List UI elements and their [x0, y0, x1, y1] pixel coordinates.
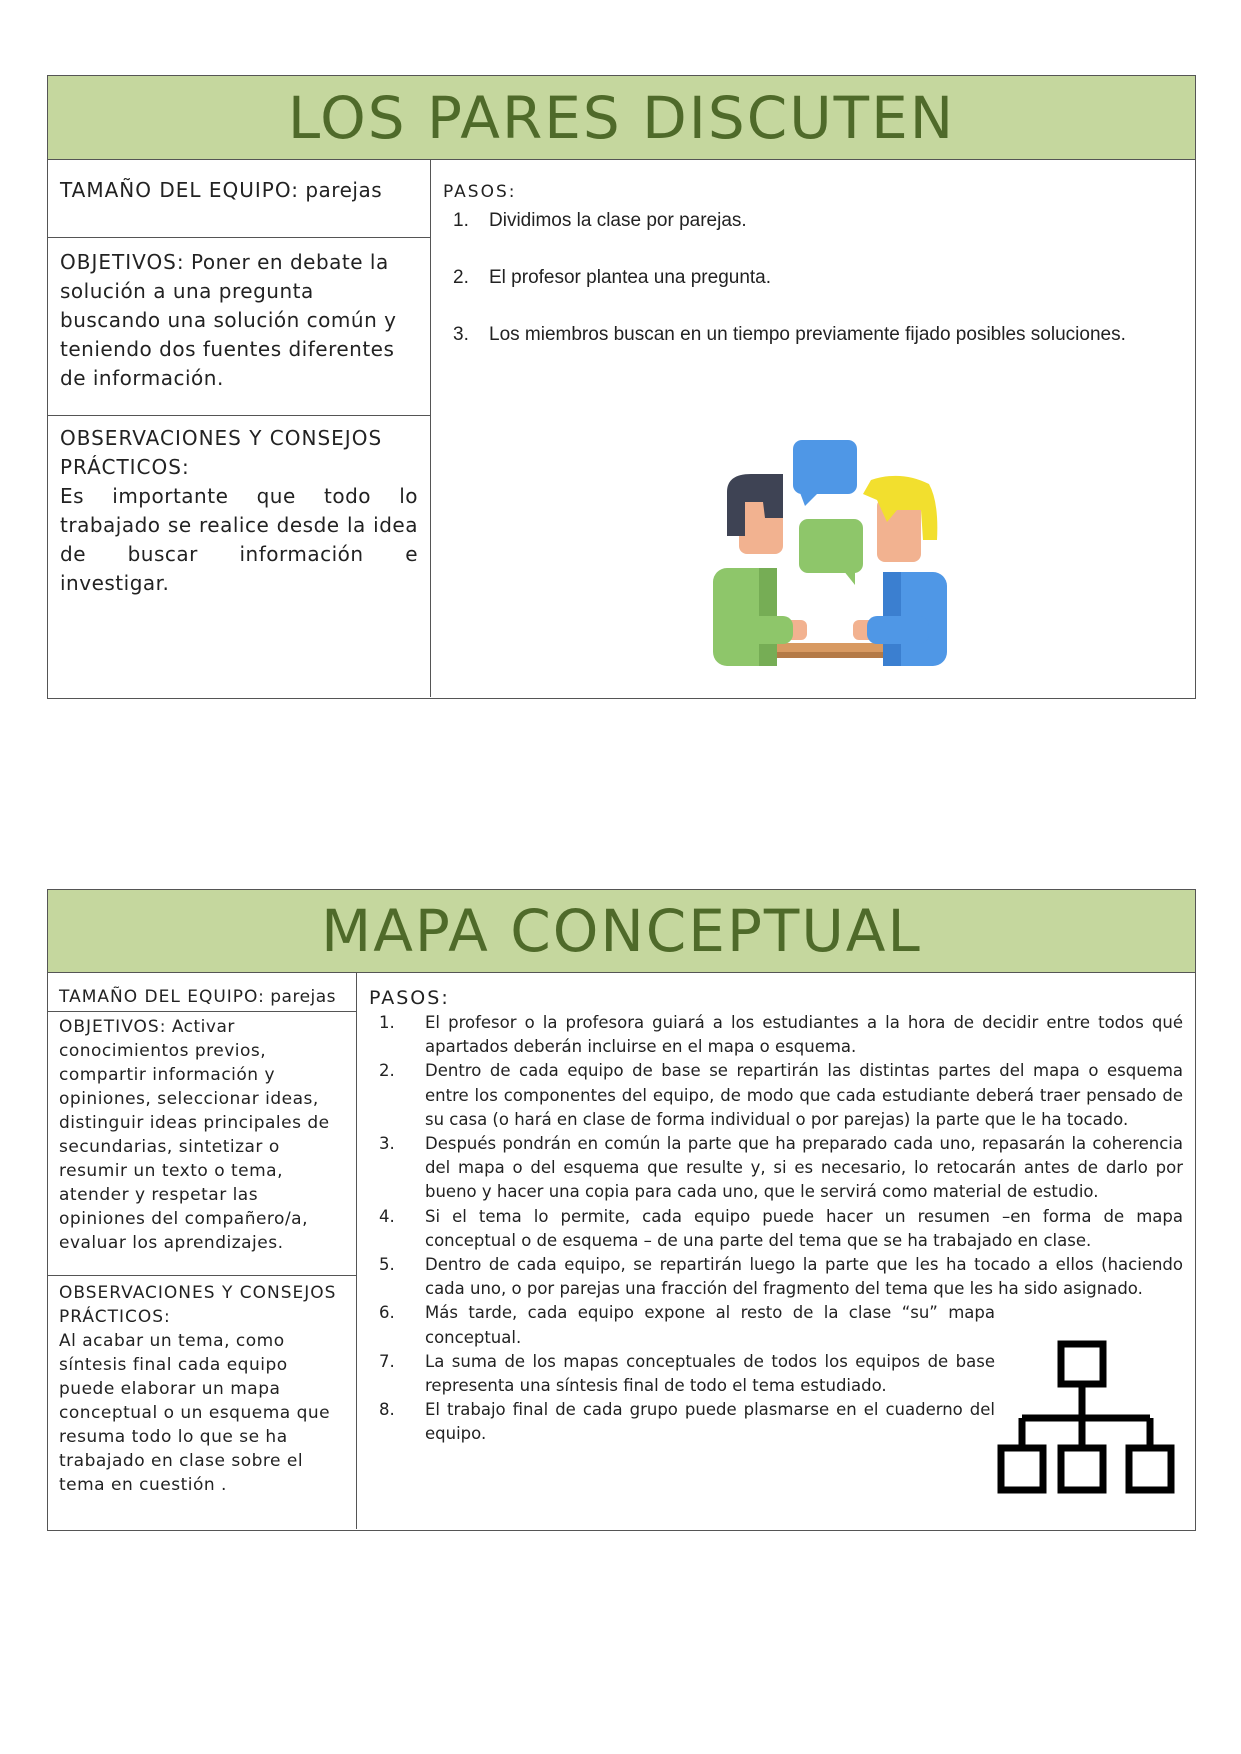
- objectives-label: OBJETIVOS:: [60, 250, 185, 274]
- observations-cell: [48, 1276, 356, 1529]
- steps-column: [357, 973, 1195, 1529]
- step-number: 4.: [379, 1206, 395, 1226]
- info-column: [48, 160, 431, 697]
- two-people-chatting-icon: [711, 440, 951, 668]
- step-text: Dentro de cada equipo, se repartirán luego la parte que les ha tocado a ellos (haciendo cada uno, o por parejas una fracción del fragmento del tema que les ha sido asignado.: [425, 1255, 1183, 1299]
- step-text: Dividimos la clase por parejas.: [489, 210, 747, 231]
- steps-column: [431, 160, 1195, 697]
- card-title-band: [48, 890, 1195, 973]
- step-number: 3.: [379, 1134, 395, 1154]
- step-text: El trabajo final de cada grupo puede plasmarse en el cuaderno del equipo.: [425, 1400, 995, 1444]
- observations-text: Es importante que todo lo trabajado se realice desde la idea de buscar información e investigar.: [60, 484, 418, 595]
- objectives-text: Activar conocimientos previos, compartir información y opiniones, seleccionar ideas, distinguir ideas principales de secundarias, sintetizar o resumir un texto o tema, atender y respetar las opiniones del compañero/a, evaluar los aprendizajes.: [59, 1017, 330, 1253]
- card-title: MAPA CONCEPTUAL: [321, 897, 922, 965]
- team-size-label: TAMAÑO DEL EQUIPO:: [59, 987, 265, 1007]
- observations-label: OBSERVACIONES Y CONSEJOS PRÁCTICOS:: [60, 426, 383, 479]
- card-body: [48, 160, 1195, 697]
- step-text: El profesor o la profesora guiará a los estudiantes a la hora de decidir entre todos qué apartados deberán incluirse en el mapa o esquema.: [425, 1013, 1183, 1057]
- steps-list: [443, 206, 1183, 349]
- step-number: 2.: [379, 1061, 395, 1081]
- observations-text: Al acabar un tema, como síntesis final cada equipo puede elaborar un mapa conceptual o un esquema que resuma todo lo que se ha trabajado en clase sobre el tema en cuestión .: [59, 1331, 331, 1495]
- team-size-value: parejas: [305, 178, 383, 202]
- steps-label: PASOS:: [369, 987, 450, 1009]
- step-text: La suma de los mapas conceptuales de todos los equipos de base representa una síntesis final de todo el tema estudiado.: [425, 1351, 995, 1396]
- step-item: [443, 320, 1183, 349]
- team-size-cell: [48, 973, 356, 1012]
- step-text: Los miembros buscan en un tiempo previamente fijado posibles soluciones.: [489, 324, 1126, 345]
- step-item: [443, 263, 1183, 292]
- team-size-value: parejas: [270, 987, 337, 1007]
- step-text: Dentro de cada equipo de base se repartirán las distintas partes del mapa o esquema entre los componentes del equipo, de modo que cada estudiante deberá traer pensado de su casa (o hará en clase de forma individual o por parejas) la parte que le ha tocado.: [425, 1061, 1183, 1129]
- card-title-band: [48, 76, 1195, 160]
- step-number: 8.: [379, 1400, 395, 1420]
- card-title: LOS PARES DISCUTEN: [287, 83, 956, 152]
- observations-cell: [48, 416, 430, 697]
- step-number: 1.: [453, 210, 469, 231]
- step-item: [369, 1253, 1183, 1301]
- step-item: [369, 1059, 1183, 1132]
- objectives-cell: [48, 238, 430, 416]
- step-number: 2.: [453, 267, 469, 288]
- step-number: 6.: [379, 1303, 395, 1323]
- steps-label: PASOS:: [443, 182, 517, 202]
- step-number: 5.: [379, 1255, 395, 1275]
- card-body: [48, 973, 1195, 1529]
- card-mapa-conceptual: [47, 889, 1196, 1531]
- step-number: 3.: [453, 324, 469, 345]
- step-number: 1.: [379, 1013, 395, 1032]
- step-item: [369, 1132, 1183, 1205]
- team-size-label: TAMAÑO DEL EQUIPO:: [60, 178, 299, 202]
- objectives-label: OBJETIVOS:: [59, 1017, 167, 1037]
- step-text: Si el tema lo permite, cada equipo puede hacer un resumen –en forma de mapa conceptual o de esquema – de una parte del tema que se ha trabajado en clase.: [425, 1206, 1183, 1250]
- step-item: [369, 1011, 1183, 1059]
- info-column: [48, 973, 357, 1529]
- objectives-cell: [48, 1012, 356, 1276]
- step-text: Después pondrán en común la parte que ha preparado cada uno, repasarán la coherencia del mapa o del esquema que resulte y, si es necesario, lo retocarán antes de darlo por bueno y hacer una copia para cada uno, que le servirá como material de estudio.: [425, 1134, 1183, 1202]
- step-text: Más tarde, cada equipo expone al resto de la clase “su” mapa conceptual.: [425, 1303, 995, 1347]
- card-los-pares-discuten: [47, 75, 1196, 699]
- step-number: 7.: [379, 1351, 395, 1371]
- step-item: [369, 1205, 1183, 1253]
- step-item: [443, 206, 1183, 235]
- objectives-text: Poner en debate la solución a una pregunta buscando una solución común y teniendo dos fuentes diferentes de información.: [60, 250, 397, 390]
- hierarchy-diagram-icon: [997, 1340, 1175, 1496]
- observations-label: OBSERVACIONES Y CONSEJOS PRÁCTICOS:: [59, 1283, 337, 1327]
- team-size-cell: [48, 160, 430, 238]
- step-text: El profesor plantea una pregunta.: [489, 267, 772, 288]
